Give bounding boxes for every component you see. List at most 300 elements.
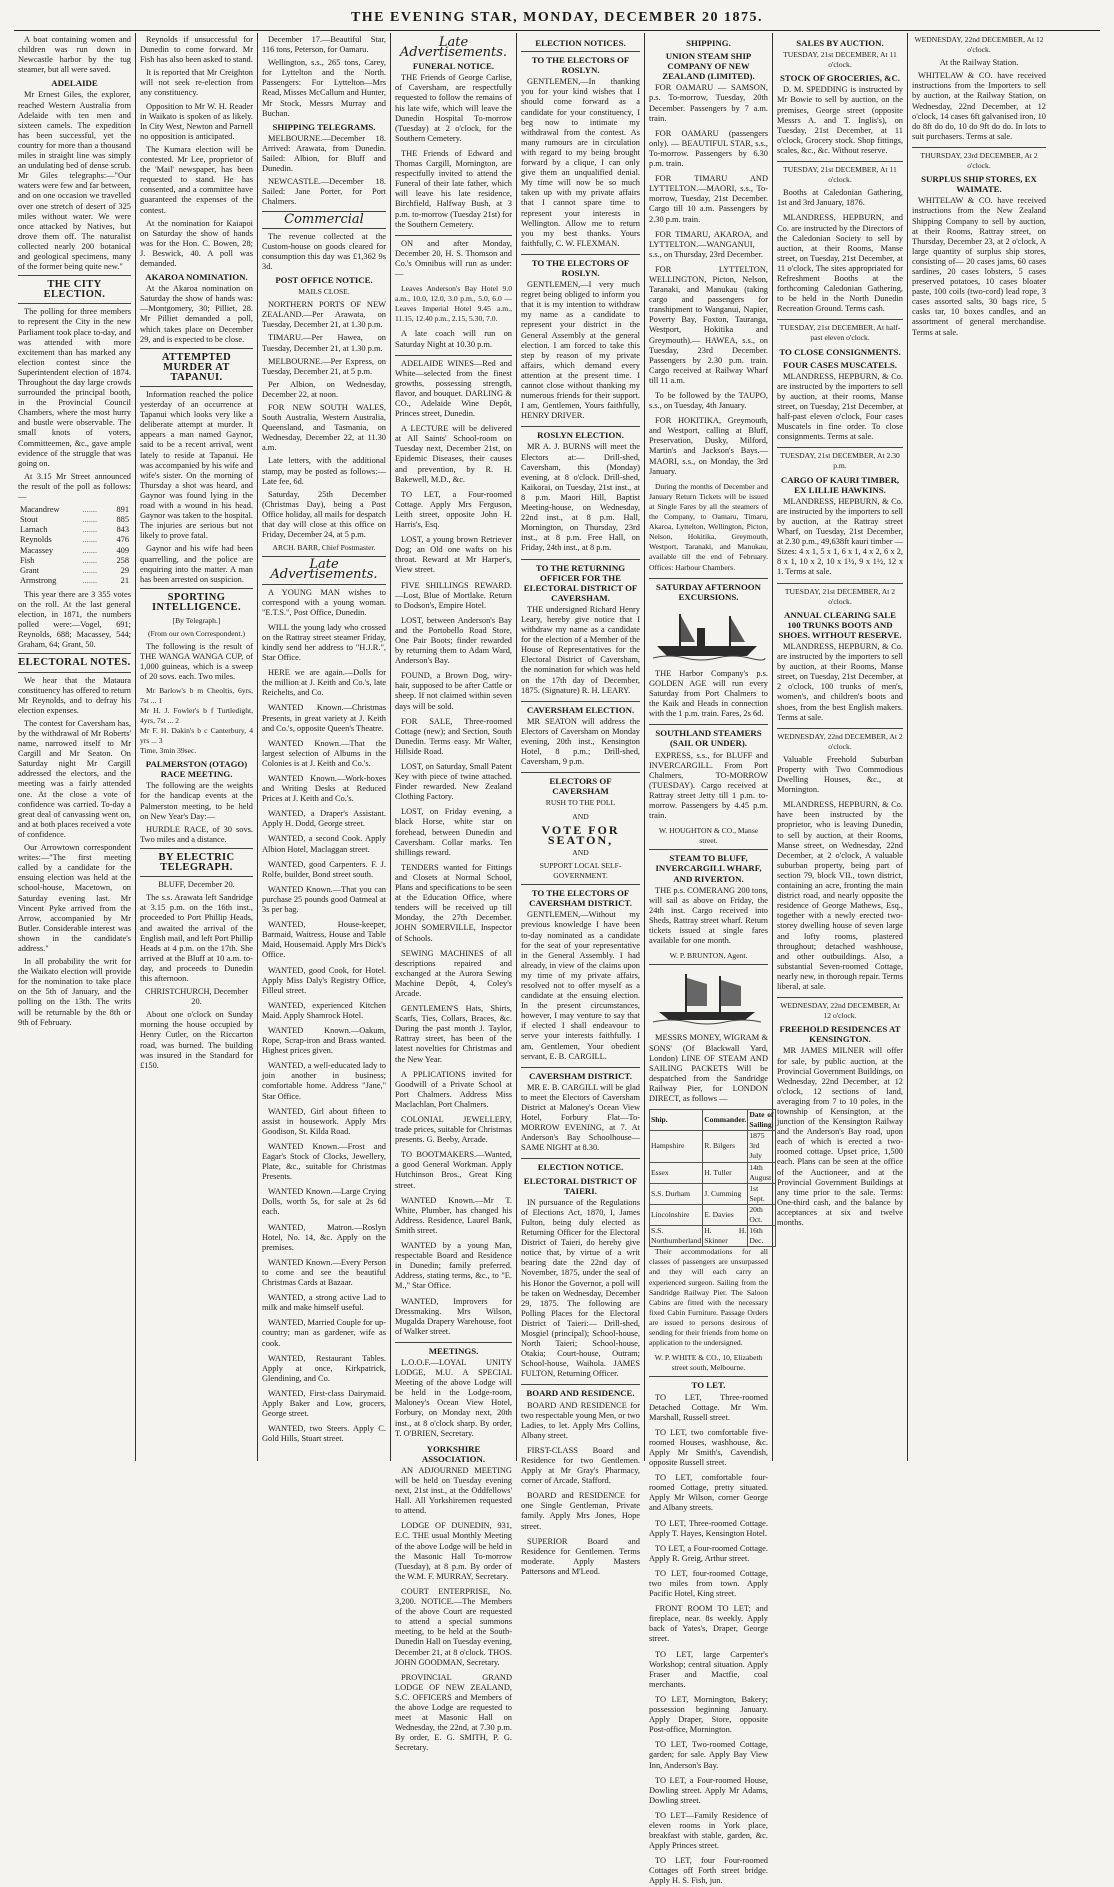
classified-ad: WANTED, First-class Dairymaid. Apply Baker and Low, grocers, George street. xyxy=(262,1388,386,1419)
display-line: AND xyxy=(572,847,589,857)
candidate-votes: 843 xyxy=(116,525,129,535)
news-paragraph: MELBOURNE.—Per Express, on Tuesday, December 21, at 5 p.m. xyxy=(262,356,386,376)
to-let-list xyxy=(649,1393,768,1887)
shipping-notice: THE p.s. COMERANG 200 tons, will sail as above on Friday, the 24th inst. Cargo received into Sheds, Rattray street wharf. Return tickets issued at single fares available for one month. xyxy=(649,885,768,946)
news-paragraph: Saturday, 25th December (Christmas Day), being a Post Office holiday, all mails for despatch that day will close at this office on Friday, December 24, at 5 p.m. xyxy=(262,489,386,540)
subheading: TO THE RETURNING OFFICER FOR THE ELECTORAL DISTRICT OF CAVERSHAM. xyxy=(523,562,638,603)
news-paragraph: FOR NEW SOUTH WALES, South Australia, Western Australia, Queensland, and Tasmania, on Wednesday, December 22, at 11.30 a.m. xyxy=(262,403,386,453)
news-paragraph: TIMARU.—Per Hawea, on Tuesday, December 21, at 1.30 p.m. xyxy=(262,333,386,353)
shipping-notice: FOR LYTTELTON, WELLINGTON, Picton, Nelson, Taranaki, and Manukau (taking cargo and passengers for transhipment to Wanganui, Napier, Poverty Bay, Foxton, Tauranga, Westport, Hokitika and Greymouth).— HAWEA, s.s., on Tuesday, 23rd December. Passengers by 2.30 p.m. train. Cargo received at Railway Wharf till 11 a.m. xyxy=(649,264,768,385)
divider xyxy=(521,559,640,560)
divider xyxy=(521,426,640,427)
sale-title: CARGO OF KAURI TIMBER, EX LILLIE HAWKINS. xyxy=(780,474,900,495)
classified-ad: WANTED Known.—That the largest selection of Albums in the Colonies is at J. Keith and Co.'s. xyxy=(262,738,386,768)
divider xyxy=(649,1376,768,1377)
classified-ad: TENDERS wanted for Fittings and Closets at Normal School, Plans and specifications to be seen at the Education Office, where tenders will be received up till Monday, the 27th December. JOHN SOMERVILLE, Inspector of Schools. xyxy=(395,862,512,943)
ship-name: S.S. Northumberland xyxy=(651,1226,702,1246)
sale-date: TUESDAY, 21st DECEMBER, At 2 o'clock. xyxy=(784,586,896,606)
section-heading: ELECTORAL NOTES. xyxy=(18,657,131,669)
divider xyxy=(912,147,1046,148)
election-notice: IN pursuance of the Regulations of Elections Act, 1870, I, James Fulton, being duly elected as Returning Officer for the Electoral District of Taieri, do hereby give notice that, by virtue of a writ bearing date the 22nd day of November, 1875, under the seal of his Honor the Governor, a poll will be taken on Wednesday, December 29, 1875. The following are Polling Places for the Electoral District of Taieri:— Drill-shed, Mosgiel (principal); School-house, North Taieri; School-house, Otakia; Court-house, Outram; School-house, Waihola. JAMES FULTON, Returning Officer. xyxy=(521,1197,640,1379)
poll-results-table xyxy=(18,505,131,586)
divider xyxy=(521,1384,640,1385)
classified-ad: WANTED Known.—Christmas Presents, in great variety at J. Keith and Co.'s, opposite Queen's Theatre. xyxy=(262,703,386,733)
classified-ad: WANTED, Improvers for Dressmaking. Mrs Wilson, Mugalda Drapery Warehouse, foot of Walker street. xyxy=(395,1296,512,1336)
classified-list xyxy=(262,588,386,1445)
classified-ad: ON and after Monday, December 20, H. S. Thomson and Co.'s Omnibus will run as under:— xyxy=(395,238,512,278)
divider xyxy=(395,1342,512,1343)
sale-date: WEDNESDAY, 22nd DECEMBER, At 12 o'clock. xyxy=(914,35,1044,55)
leader-dots: ....... xyxy=(82,575,98,585)
shipping-notice: During the months of December and January Return Tickets will be issued at Single Fares by all the steamers of the Company, to Oamaru, Timaru, Akaroa, Lyttelton, Wellington, Picton, Nelson, Hokitika, Greymouth, Westport, Taranaki, and Manukau, available till the end of February. Offices: Harbour Chambers. xyxy=(649,481,768,572)
divider xyxy=(521,772,640,773)
section-heading: ATTEMPTED MURDER AT TAPANUI. xyxy=(161,351,232,383)
classified-ad: SUPERIOR Board and Residence for Gentlemen. Terms moderate. Apply Masters Pattersons and M'Leod. xyxy=(521,1536,640,1576)
to-let-ad: TO LET, comfortable four-roomed Cottage, pretty situated. Apply Mr Wilson, corner George and Albany streets. xyxy=(649,1473,768,1513)
sale-title: TO CLOSE CONSIGNMENTS. xyxy=(779,346,901,357)
classified-ad: THE Friends of Edward and Thomas Cargill, Mornington, are respectfully invited to attend the Funeral of their late father, which will leave his late residence, Birchfield, Halfway Bush, at 3 p.m. to-morrow (Tuesday 21st) for the Southern Cemetery. xyxy=(395,148,512,229)
sale-date: WEDNESDAY, 22nd DECEMBER, At 2 o'clock. xyxy=(777,731,903,751)
sailing-date: 1st Sept. xyxy=(748,1183,775,1204)
auction-notice: MLANDRESS, HEPBURN, & Co. are instructed by the importers to sell by auction, at their rooms, Manse street, on Tuesday, 21st December, at half-past eleven o'clock, Four cases Muscatels in fine order. To close consignments. Terms at sale. xyxy=(777,371,903,442)
divider xyxy=(777,319,903,320)
news-paragraph: Reynolds if unsuccessful for Dunedin to come forward. Mr Fish has also been asked to stand. xyxy=(140,35,253,65)
timetable: Leaves Anderson's Bay Hotel 9.0 a.m., 10.0, 12.0, 3.0 p.m., 5.0, 6.0 — Leaves Imperial Hotel 9.45 a.m., 11.15, 12.40 p.m., 2.15, 5.30, 7.0. xyxy=(395,284,512,324)
news-paragraph: At 3.15 Mr Street announced the result of the poll as follows:— xyxy=(18,471,131,502)
divider xyxy=(649,964,768,965)
subheading: SATURDAY AFTERNOON EXCURSIONS. xyxy=(655,581,761,602)
candidate-votes: 21 xyxy=(120,575,129,585)
subheading: MAILS CLOSE. xyxy=(298,287,350,297)
subheading: SOUTHLAND STEAMERS (SAIL OR UNDER). xyxy=(655,728,762,749)
ship-name: Lincolnshire xyxy=(650,1204,703,1225)
display-line: RUSH TO THE POLL xyxy=(545,798,616,808)
divider xyxy=(521,884,640,885)
table-row xyxy=(650,1226,776,1247)
auction-notice: MLANDRESS, HEPBURN, and Co. are instructed by the Directors of the Caledonian Society to sell by auction, at their Rooms, Manse street, on Tuesday, 21st December, at 11 o'clock, The sites appropriated for Refreshment Booths at the forthcoming Caledonian Gathering, to be held in the North Dunedin Recreation Ground. Terms cash. xyxy=(777,213,903,314)
meeting-notice: L.O.O.F.—LOYAL UNITY LODGE, M.U. A SPECIAL Meeting of the above Lodge will be held in the Lodge-room, Maloney's Ocean View Hotel, Forbury, on Monday next, 20th inst., at 8 o'clock sharp. By order, T. O'BRIEN, Secretary. xyxy=(395,1357,512,1438)
subheading: TO THE ELECTORS OF ROSLYN. xyxy=(531,257,630,278)
to-let-ad: FRONT ROOM TO LET; and fireplace, near. 8s weekly. Apply back of Yates's, Draper, George street. xyxy=(649,1604,768,1644)
divider xyxy=(262,584,386,585)
table-row xyxy=(18,525,131,535)
subheading: ELECTORS OF CAVERSHAM xyxy=(549,776,612,797)
divider xyxy=(777,447,903,448)
news-paragraph: Wellington, s.s., 265 tons, Carey, for Lyttelton and the North. Passengers: For Lyttelton—Mrs Read, Misses McCallum and Hunter, Mr Stock, Messrs Murray and Buchan. xyxy=(262,58,386,118)
classified-ad: A YOUNG MAN wishes to correspond with a young woman. "E.T.S.", Post Office, Dunedin. xyxy=(262,587,386,617)
classified-ad: WANTED Known.—Mr T. White, Plumber, has changed his Address. Residence, Laurel Bank, Smith street. xyxy=(395,1195,512,1235)
column-4 xyxy=(391,33,517,1753)
news-paragraph: A boat containing women and children was run down in Newcastle harbor by the tug steamer, but all were saved. xyxy=(18,35,131,75)
sale-title: ANNUAL CLEARING SALE 100 TRUNKS BOOTS AND SHOES. WITHOUT RESERVE. xyxy=(778,609,902,640)
meeting-notice: AN ADJOURNED MEETING will be held on Tuesday evening next, 21st inst., at the Oddfellows' Hall. All Yorkshiremen requested to attend. xyxy=(395,1465,512,1516)
section-heading: SPORTING INTELLIGENCE. xyxy=(152,591,241,613)
news-paragraph: NORTHERN PORTS OF NEW ZEALAND.—Per Arawata, on Tuesday, December 21, at 1.30 p.m. xyxy=(262,300,386,330)
dateline: BLUFF, December 20. xyxy=(158,880,235,890)
news-paragraph: About one o'clock on Sunday morning the house occupied by Henry Cutler, on the Riccarton road, was burned. The building was insured in the Standard for £150. xyxy=(140,1010,253,1070)
byline: (From our own Correspondent.) xyxy=(147,629,246,639)
classified-ad: TO LET, a Four-roomed Cottage. Apply Mrs Ferguson, Leith street, opposite John H. Harris's, Esq. xyxy=(395,489,512,530)
candidate-name: Fish xyxy=(20,555,35,565)
divider xyxy=(140,348,253,349)
classified-ad: WANTED, a well-educated lady to join another in business; comfortable home. Address "Jane," Star Office. xyxy=(262,1061,386,1101)
subheading: ROSLYN ELECTION. xyxy=(537,430,624,441)
auction-notice: D. M. SPEDDING is instructed by Mr Bowie to sell by auction, on the premises, George street (opposite Messrs A. and T. Inglis's), on Tuesday, 21st December, at 11 o'clock, Grocery stock. Shop fittings, scales, &c., &c. Without reserve. xyxy=(777,85,903,155)
classified-ad: WANTED by a young Man, respectable Board and Residence in Dunedin; family preferred. Address, stating terms, &c., to "E. M.," Star Office. xyxy=(395,1241,512,1291)
news-paragraph: Mr Ernest Giles, the explorer, reached Western Australia from Adelaide with ten men and sixteen camels. The expedition has been successful, yet the country for more than a thousand miles in straight line was simply an undulating bed of dense scrub. Mr Giles telegraphs:—"Our waters were few and far between, and on one occasion we travelled over one stretch of desert of 325 miles without water. We were once attacked by Natives, but drove them off. The naturalist collected nearly 200 botanical and geological specimens, many of the former being quite new." xyxy=(18,90,131,272)
shipping-notice: EXPRESS, s.s., for BLUFF and INVERCARGILL. From Port Chalmers, TO-MORROW (TUESDAY). Cargo received at Rattray street Jetty till 1 p.m. to-morrow. Passengers by 4.45 p.m. train. xyxy=(649,750,768,821)
news-paragraph: The revenue collected at the Custom-house on goods cleared for consumption this day was £1,362 9s 3d. xyxy=(262,231,386,271)
to-let-ad: TO LET, a Four-roomed Cottage. Apply R. Greig, Arthur street. xyxy=(649,1543,768,1563)
candidate-name: Larnach xyxy=(20,525,48,535)
election-notice: THE undersigned Richard Henry Leary, hereby give notice that I withdraw my name as a candidate for the election of a Member of the House of Representatives for the Electoral District of Caversham, the nomination for which was held on the 17th day of December, 1875. (Signature) R. H. LEARY. xyxy=(521,604,640,695)
to-let-ad: TO LET, four-roomed Cottage, two miles from town. Apply Pacific Hotel, King street. xyxy=(649,1568,768,1599)
auction-notice: MR JAMES MILNER will offer for sale, by public auction, at the Provincial Government Buildings, on Wednesday, 22nd December, at 12 o'clock, 12 sections of land, averaging from 7 to 10 poles, in the township of Kensington, at the junction of the Kensington Railway and the Anderson's Bay road, upon each of which is erected a two-roomed cottage. Upset price, 1,500 each. Plans can be seen at the office of the Auctioneer, and at the Provincial Government Buildings at any time prior to the sale. Terms: One-third cash, and the balance by acceptances at six and twelve months. xyxy=(777,1046,903,1228)
commander: R. Bilgers xyxy=(703,1131,748,1162)
sale-date: THURSDAY, 23rd DECEMBER, At 2 o'clock. xyxy=(920,150,1038,171)
classified-ad: FIVE SHILLINGS REWARD.—Lost, Blue of Mortlake. Return to Dodson's, Empire Hotel. xyxy=(395,580,512,610)
subheading: UNION STEAM SHIP COMPANY OF NEW ZEALAND (LIMITED). xyxy=(662,51,755,82)
section-heading: SALES BY AUCTION. xyxy=(796,38,884,48)
classified-ad: WANTED, two Steers. Apply C. Gold Hills, Stuart street. xyxy=(262,1424,386,1444)
column-8 xyxy=(908,33,1050,1461)
leader-dots: ....... xyxy=(82,505,98,515)
divider xyxy=(777,728,903,729)
election-notice: GENTLEMEN,—In thanking you for your kind wishes that I should come forward as a candidate for your constituency, I beg now to intimate my withdrawal from the contest. As many rumours are in circulation with regard to my being brought forward by a clique, I can only give them an unqualified denial. My time will now be so much taken up with my private affairs that I cannot spare time to represent your interests in Wellington. Allow me to return you my best thanks. Yours faithfully, C. W. FLEXMAN. xyxy=(521,77,640,248)
section-heading: ADELAIDE xyxy=(51,78,98,89)
divider xyxy=(521,254,640,255)
news-paragraph: We hear that the Mataura constituency has offered to return Mr Reynolds, and to defray his election expenses. xyxy=(18,675,131,715)
news-paragraph: Opposition to Mr W. H. Reader in Waikato is spoken of as likely. In City West, Newton and Parnell no opposition is anticipated. xyxy=(140,101,253,141)
classified-ad: WANTED, a second Cook. Apply Albion Hotel, Maclaggan street. xyxy=(262,834,386,854)
section-heading: MEETINGS. xyxy=(428,1345,479,1356)
divider xyxy=(649,849,768,850)
commander: E. Davies xyxy=(703,1204,748,1225)
news-paragraph: At the Akaroa nomination on Saturday the show of hands was:—Montgomery, 30; Pilliet, 28. Mr Pilliet demanded a poll, which takes place on December 29, and is expected to be close. xyxy=(140,284,253,344)
candidate-name: Armstrong xyxy=(20,575,57,585)
to-let-ad: TO LET, four Four-roomed Cottages off Forth street bridge. Apply H. S. Fish, jun. xyxy=(649,1856,768,1886)
divider xyxy=(140,848,253,849)
election-notice: MR SEATON will address the Electors of Caversham on Monday evening, 20th inst., Kensington Hotel, 8 p.m.; Drill-shed, Caversham, 9 p.m. xyxy=(521,716,640,767)
classified-ad: WANTED, House-keeper, Barmaid, Waitress, House and Table Maid, Housemaid. Apply Mrs Dick's Office. xyxy=(262,920,386,960)
classified-ad: WANTED Known.—Oakum, Rope, Scrap-iron and Brass wanted. Highest prices given. xyxy=(262,1025,386,1056)
classified-ad: FIRST-CLASS Board and Residence for two Gentlemen. Apply at Mr Gray's Pharmacy, corner of Arcade, Stafford. xyxy=(521,1445,640,1486)
shipping-notice: FOR TIMARU, AKAROA, and LYTTELTON.—WANGANUI, s.s., on Thursday, 23rd December. xyxy=(649,229,768,259)
divider xyxy=(262,228,386,229)
news-paragraph: The s.s. Arawata left Sandridge at 3.15 p.m. on the 16th inst., proceeded to Port Phillip Heads, and awaited the arrival of the English mail, and left Port Phillip Heads at 4 p.m. on the 17th. She arrived at the Bluff at 10 a.m. to-day, and proceeds to Dunedin this afternoon. xyxy=(140,893,253,983)
divider xyxy=(521,701,640,702)
meeting-notice: LODGE OF DUNEDIN, 931, E.C. THE usual Monthly Meeting of the above Lodge will be held in the Masonic Hall To-morrow (Tuesday), at 8 p.m. By order of the W.M. F. MURRAY, Secretary. xyxy=(395,1521,512,1581)
columns xyxy=(14,33,1100,1886)
divider xyxy=(18,672,131,673)
divider xyxy=(649,578,768,579)
shipping-notice: FOR OAMARU — SAMSON, p.s. To-morrow, Tuesday, 20th December. Passengers by 7 a.m. train. xyxy=(649,83,768,123)
classified-ad: BOARD AND RESIDENCE for two respectable young Men, or two Ladies, to let. Apply Mrs Collins, Albany street. xyxy=(521,1400,640,1440)
shipping-notice: FOR TIMARU AND LYTTELTON.—MAORI, s.s., To-morrow, Tuesday, 21st December. Cargo till 10 a.m. Passengers by 2.30 p.m. train. xyxy=(649,174,768,224)
subheading: TO THE ELECTORS OF CAVERSHAM DISTRICT. xyxy=(529,888,632,909)
news-paragraph: At the nomination for Kaiapoi on Saturday the show of hands was for the Hon. C. Bowen, 28; J. Beswick, 40. A poll was demanded. xyxy=(140,218,253,268)
section-heading: PALMERSTON (OTAGO) RACE MEETING. xyxy=(145,759,248,780)
news-paragraph: This year there are 3 355 votes on the roll. At the last general election, in 1871, the numbers polled were:—Vogel, 691; Reynolds, 688; Macassey, 544; Graham, 64; Grant, 50. xyxy=(18,589,131,650)
shipping-notice: MESSRS MONEY, WIGRAM & SONS' (Of Blackwall Yard, London) LINE OF STEAM AND SAILING PACKETS Will be despatched from the Sandridge Railway Pier, for LONDON DIRECT, as follows — xyxy=(649,1033,768,1103)
news-paragraph: The Kumara election will be contested. Mr Lee, proprietor of the 'Mail' newspaper, has been requested to stand. He has consented, and a committee have guaranteed the expenses of the contest. xyxy=(140,144,253,215)
steamer-illustration-icon xyxy=(649,606,767,662)
news-paragraph: Per Albion, on Wednesday, December 22, at noon. xyxy=(262,379,386,399)
masthead: THE EVENING STAR, MONDAY, DECEMBER 20 1875. xyxy=(14,6,1100,31)
ship-name: Hampshire xyxy=(650,1131,703,1162)
classified-ad: LOST, on Friday evening, a black Horse, white star on forehead, between Dunedin and Caversham. Collar marks. Ten shillings reward. xyxy=(395,807,512,857)
section-heading: THE CITY ELECTION. xyxy=(43,279,106,301)
column-header: Ship. xyxy=(650,1110,703,1131)
candidate-votes: 409 xyxy=(116,545,129,555)
classified-ad: WANTED Known.—Every Person to come and see the beautiful Christmas Cards at Bazaar. xyxy=(262,1257,386,1288)
classified-ad: WILL the young lady who crossed on the Rattray street steamer Friday, kindly send her address to "H.J.R.", Star Office. xyxy=(262,622,386,663)
candidate-votes: 891 xyxy=(116,505,129,515)
divider xyxy=(395,355,512,356)
sale-date: TUESDAY, 21st DECEMBER, At 11 o'clock. xyxy=(783,50,897,70)
to-let-ad: TO LET, two comfortable five-roomed Houses, washhouse, &c. Apply Mr Smith's, Cavendish, opposite Russell street. xyxy=(649,1427,768,1468)
auction-notice: WHITELAW & CO. have received instructions from the New Zealand Shipping Company to sell by auction, at their Rooms, Rattray street, on Thursday, December 23, at 2 o'clock, A large quantity of surplus ship stores, consisting of— 20 cases jams, 60 cases sardines, 20 cases lobsters, 5 cases preserved potatoes, 10 cases bloater paste, 100 coils (two-cord) lead rope, 3 cases assorted salts, 30 bags rice, 5 casks tar, 10 boxes candles, and an assortment of general merchandise. Terms at sale. xyxy=(912,196,1046,337)
auction-notice: MLANDRESS, HEPBURN, & Co. are instructed by the importers to sell by auction, at the Rattray street Wharf, on Tuesday, 21st December, at 2.30 p.m., 49,638ft kauri timber — Sizes: 4 x 1, 5 x 1, 6 x 1, 4 x 2, 6 x 2, 8 x 1, 10 x 2, 10 x 1½, 9 x 1½, 12 x 1. Terms at sale. xyxy=(777,496,903,577)
classified-ad: LOST, between Anderson's Bay and the Portobello Road Store, One Pair Boots; finder rewarded by returning them to Adam Ward, Anderson's Bay. xyxy=(395,615,512,666)
auction-notice: MLANDRESS, HEPBURN, & Co. are instructed by the importers to sell by auction, at their Rooms, Manse street, on Tuesday, 21st December, at 2 o'clock, 100 trunks of men's, women's, and children's boots and shoes, from the best English makers. Terms at sale. xyxy=(777,641,903,722)
sale-title: STOCK OF GROCERIES, &C. xyxy=(780,73,900,84)
section-heading: BY ELECTRIC TELEGRAPH. xyxy=(158,851,235,874)
meeting-notice: PROVINCIAL GRAND LODGE OF NEW ZEALAND, S.C. OFFICERS and Members of the above Lodge are requested to meet at Masonic Hall on Wednesday, the 22nd, at 7.30 p.m. By order, E. G. SMITH, P. G. Secretary. xyxy=(395,1672,512,1753)
classified-ad: WANTED, a Draper's Assistant. Apply H. Dodd, George street. xyxy=(262,809,386,829)
subheading: ELECTION NOTICE. xyxy=(537,1162,624,1173)
candidate-votes: 29 xyxy=(120,565,129,575)
leader-dots: ....... xyxy=(82,515,98,525)
leader-dots: ....... xyxy=(82,535,98,545)
candidate-name: Stout xyxy=(20,515,38,525)
classified-ad: A PPLICATIONS invited for Goodwill of a Private School at Port Chalmers. Address Miss Maclachlan, Port Chalmers. xyxy=(395,1069,512,1109)
divider xyxy=(18,275,131,276)
classified-ad: A late coach will run on Saturday Night at 10.30 p.m. xyxy=(395,329,512,349)
candidate-votes: 476 xyxy=(116,535,129,545)
ship-name: Essex xyxy=(650,1162,703,1183)
display-line: AND xyxy=(572,811,589,821)
shipping-notice: Their accommodations for all classes of passengers are unsurpassed and they will each carry an experienced surgeon. Sailing from the Sandridge Railway Pier. The Saloon Cabins are fitted with the necessary fixed Cabin Furniture. Passage Orders are issued to persons desirous of sending for their friends from home on application to the undersigned. xyxy=(649,1247,768,1348)
classified-ad: WANTED Known.—Frost and Eagar's Stock of Clocks, Jewellery, Plate, &c., suitable for Christmas Presents. xyxy=(262,1141,386,1182)
byline: [By Telegraph.] xyxy=(172,615,221,625)
classified-ad: LOST, on Saturday, Small Patent Key with piece of twine attached. Finder rewarded. New Zealand Clothing Factory. xyxy=(395,762,512,802)
table-row xyxy=(650,1131,776,1162)
commander: H. H. Skinner xyxy=(704,1226,747,1246)
election-notice: GENTLEMEN,—Without my previous knowledge I have been to-day nominated as a candidate for the seat of your representative in the General Assembly. I had already, in view of the claims upon my time of my private affairs, resolved not to offer myself as a candidate at the ensuing election. In the present circumstances, however, I may venture to say that if elected I shall endeavour to serve your interests faithfully. I am, Gentlemen, Your obedient servant, E. B. CARGILL. xyxy=(521,910,640,1061)
signature: W. P. BRUNTON, Agent. xyxy=(669,951,748,961)
sailing-date: 1875 3rd July xyxy=(748,1131,775,1162)
divider xyxy=(777,997,903,998)
subheading: STEAM TO BLUFF, INVERCARGILL WHARF, AND RIVERTON. xyxy=(655,853,762,884)
signature: W. P. WHITE & CO., 10, Elizabeth street south, Melbourne. xyxy=(654,1353,763,1373)
subheading: CAVERSHAM ELECTION. xyxy=(526,704,635,715)
news-paragraph: The following is the result of THE WANGA WANGA CUP, of 1,000 guineas, which is a sweep of 20 sovs. each. Two miles. xyxy=(140,642,253,682)
classified-ad: LOST, a young brown Retriever Dog; an Old one wafts on his throat. Reward at Mr Harper's, View street. xyxy=(395,535,512,575)
table-row xyxy=(18,546,131,556)
table-row xyxy=(650,1183,776,1204)
classified-ad: BOARD and RESIDENCE for one Single Gentleman, Private family. Apply Mrs Jones, Hope street. xyxy=(521,1491,640,1531)
shipping-notice: FOR HOKITIKA, Greymouth, and Westport, calling at Bluff, Preservation, Dusky, Milford, Martin's and Jackson's Bays.— MAORI, s.s., on Monday, the 3rd January. xyxy=(649,416,768,476)
divider xyxy=(521,51,640,52)
classified-ad: FOUND, a Brown Dog, wiry-hair, supposed to be after Cattle or sheep. If not claimed within seven days will be sold. xyxy=(395,671,512,711)
leader-dots: ....... xyxy=(82,525,98,535)
classified-ad: WANTED Known.—Large Crying Dolls, worth 5s, for sale at 2s 6d each. xyxy=(262,1187,386,1217)
display-line: SUPPORT LOCAL SELF-GOVERNMENT. xyxy=(539,860,622,881)
classified-ad: WANTED, experienced Kitchen Maid. Apply Shamrock Hotel. xyxy=(262,1000,386,1020)
section-heading: SHIPPING. xyxy=(686,38,731,48)
news-paragraph: It is reported that Mr Creighton will not seek re-election from any constituency. xyxy=(140,68,253,98)
divider xyxy=(521,1067,640,1068)
news-paragraph: December 17.—Beautiful Star, 116 tons, Peterson, for Oamaru. xyxy=(262,35,386,55)
divider xyxy=(777,161,903,162)
sailing-date: 14th August xyxy=(748,1162,775,1183)
sailing-date: 16th Dec. xyxy=(748,1226,775,1247)
divider xyxy=(140,386,253,387)
news-paragraph: Gaynor and his wife had been quarrelling, and the police are enquiring into the matter. A man has been arrested on suspicion. xyxy=(140,544,253,584)
to-let-ad: TO LET, Two-roomed Cottage, garden; for sale. Apply Bay View Inn, Anderson's Bay. xyxy=(649,1740,768,1770)
sale-date: TUESDAY, 21st DECEMBER, At 2.30 p.m. xyxy=(780,451,900,471)
news-paragraph: The polling for three members to represent the City in the new Parliament took place to-day, and was attended with more excitement than has marked any election contest since the Superintendent election of 1874. Throughout the day large crowds surrounded the principal booth, in the Provincial Council Chambers, where the most hurry and bustle were observable. The small knots of voters, Committeemen, &c., gave ample evidence of the struggle that was going on. xyxy=(18,307,131,468)
section-heading: TO LET. xyxy=(691,1380,726,1391)
section-heading: Late Advertisements. xyxy=(399,35,508,61)
column-7 xyxy=(773,33,908,1461)
candidate-name: Reynolds xyxy=(20,535,52,545)
signature: ARCH. BARR, Chief Postmaster. xyxy=(272,543,376,553)
classified-ad: WANTED, good Cook, for Hotel. Apply Miss Daly's Registry Office, Filleul street. xyxy=(262,965,386,995)
table-row xyxy=(18,576,131,586)
table-row xyxy=(18,505,131,515)
section-heading: SHIPPING TELEGRAMS. xyxy=(272,121,376,132)
news-paragraph: Information reached the police yesterday of an occurrence at Tapanui which looks very like a deliberate attempt at murder. It appears a man named Gaynor, said to be a recent arrival, went lately to reside at Tapanui. He was accompanied by his wife and wife's sister. On the morning of Thursday a shot was heard, and Gaynor was found lying in the road with a wound in his head. Gaynor was taken to the hospital. The injuries are serious but not likely to prove fatal. xyxy=(140,390,253,541)
divider xyxy=(18,303,131,304)
column-2 xyxy=(136,33,258,1461)
to-let-ad: TO LET, Three-roomed Cottage. Apply T. Hayes, Kensington Hotel. xyxy=(649,1518,768,1538)
divider xyxy=(140,876,253,877)
sale-date: TUESDAY, 21st DECEMBER, At half-past eleven o'clock. xyxy=(779,323,901,343)
classified-ad: WANTED, Married Couple for up-country; man as gardener, wife as cook. xyxy=(262,1318,386,1348)
election-notice: MR A. J. BURNS will meet the Electors at:— Drill-shed, Caversham, this (Monday) evening, at 8 o'clock. Drill-shed, Kaikorai, on Tuesday, 21st inst., at 8 p.m. Maori Hill, Baptist Meeting-house, on Wednesday, 22nd inst., at 8 p.m. Hall, Mornington, on Thursday, 23rd inst., at 8 p.m. Free Hall, on Friday, 24th inst., at 8 p.m. xyxy=(521,442,640,553)
column-header: Commander. xyxy=(703,1110,748,1131)
news-paragraph: HURDLE RACE, of 30 sovs. Two miles and a distance. xyxy=(140,824,253,844)
table-row xyxy=(18,535,131,545)
divider xyxy=(649,724,768,725)
news-paragraph: In all probability the writ for the Waikato election will provide for the nomination to take place on the 5th of January, and the polling on the 13th. The writs will be returnable by the 8th or 9th of February. xyxy=(18,957,131,1027)
classified-ad: GENTLEMEN'S Hats, Shirts, Scarfs, Ties, Collars, Braces, &c. During the past month J. Taylor, Rattray street, has been of the latest novelties for Christmas and the New Year. xyxy=(395,1004,512,1064)
divider xyxy=(395,235,512,236)
sailing-ship-illustration-icon xyxy=(649,970,767,1026)
sale-title: FOUR CASES MUSCATELS. xyxy=(783,359,897,370)
election-notice: GENTLEMEN,—I very much regret being obliged to inform you that it is my intention to withdraw my name as a candidate to represent your district in the General Assembly at the general election. I am forced to take this step by reason of my private affairs, which demand every attention at the present time. I cannot close without thanking my numerous friends for their support. I am, Gentlemen, Yours faithfully, HENRY DRIVER. xyxy=(521,280,640,421)
commander: H. Tuller xyxy=(703,1162,748,1183)
sale-title: SURPLUS SHIP STORES, EX WAIMATE. xyxy=(921,174,1037,195)
subheading: TO THE ELECTORS OF ROSLYN. xyxy=(531,55,630,76)
section-heading: POST OFFICE NOTICE. xyxy=(275,274,373,285)
sale-date: TUESDAY, 21st DECEMBER, At 11 o'clock. xyxy=(783,165,897,185)
column-5 xyxy=(517,33,645,1576)
dateline: CHRISTCHURCH, December 20. xyxy=(144,987,249,1007)
shipping-notice: THE Harbor Company's p.s. GOLDEN AGE will run every Saturday from Port Chalmers to the Kaik and Heads in connection with the 1 p.m. train. Fares, 2s 6d. xyxy=(649,668,768,719)
auction-notice: MLANDRESS, HEPBURN, & Co. have been instructed by the proprietor, who is leaving Dunedin, to sell by auction, at their Rooms, Manse street, on Wednesday, 22nd December, at 2 o'clock, A valuable suburban property, being part of section 79, block VII., town district, containing an acre, fronting the main district road, and nearly opposite the residence of George Mathews, Esq., together with a newly erected two-storey dwelling house of seven large and lofty rooms, plastered throughout; detached washhouse, and other outbuildings. Also, a substantial Seven-roomed Cottage, nearly new, in thorough repair. Terms liberal, at sale. xyxy=(777,800,903,991)
section-heading: Commercial xyxy=(284,211,364,227)
sailing-date: 20th Oct. xyxy=(748,1204,775,1225)
divider xyxy=(140,588,253,589)
news-paragraph: Late letters, with the additional stamp, may be posted as follows:—Late fee, 6d. xyxy=(262,456,386,486)
to-let-ad: TO LET, Mornington, Bakery; possession beginning January. Apply Draper, Store, opposite Post-office, Mornington. xyxy=(649,1694,768,1735)
to-let-ad: TO LET—Family Residence of eleven rooms in York place, breakfast with stable, garden, &c. Apply Princes street. xyxy=(649,1810,768,1851)
classified-ad: HERE we are again.—Dolls for the million at J. Keith and Co.'s, late Reichelts, and Co. xyxy=(262,668,386,698)
classified-ad: WANTED Known.—That you can purchase 25 pounds good Oatmeal at 3s per bag. xyxy=(262,884,386,915)
table-row xyxy=(18,515,131,525)
sale-date: WEDNESDAY, 22nd DECEMBER, At 12 o'clock. xyxy=(780,1001,900,1021)
sailing-table xyxy=(649,1109,776,1247)
shipping-notice: To be followed by the TAUPO, s.s., on Tuesday, 4th January. xyxy=(649,391,768,411)
classified-ad: ADELAIDE WINES—Red and White—selected from the finest growths, possessing strength, flavor, and bouquet. DARLING & CO., Adelaide Wine Depôt, Princes street, Dunedin. xyxy=(395,358,512,419)
candidate-name: Macandrew xyxy=(20,505,60,515)
classified-ad: WANTED, Restaurant Tables. Apply at once, Kirkpatrick, Glendining, and Co. xyxy=(262,1353,386,1383)
column-header: Date of Sailing. xyxy=(749,1110,774,1130)
divider xyxy=(18,653,131,654)
section-heading: YORKSHIRE ASSOCIATION. xyxy=(421,1443,486,1464)
auction-notice: Booths at Caledonian Gathering, 1st and 3rd January, 1876. xyxy=(777,188,903,208)
news-paragraph: MELBOURNE.—December 18. Arrived: Arawata, from Dunedin. Sailed: Albion, for Bluff and Dunedin. xyxy=(262,133,386,174)
subheading: ELECTORAL DISTRICT OF TAIERI. xyxy=(523,1175,638,1196)
classified-ad: SEWING MACHINES of all descriptions repaired and exchanged at the Aurora Sewing Machine Depôt, 4, Coley's Arcade. xyxy=(395,948,512,998)
to-let-ad: TO LET, large Carpenter's Workshop; central situation. Apply Fraser and Mactfie, coal merchants. xyxy=(649,1649,768,1689)
classified-ad: WANTED, Matron.—Roslyn Hotel, No. 14, &c. Apply on the premises. xyxy=(262,1222,386,1252)
section-heading: BOARD AND RESIDENCE. xyxy=(526,1388,635,1399)
commander: J. Cumming xyxy=(703,1183,748,1204)
column-1 xyxy=(14,33,136,1461)
ship-name: S.S. Durham xyxy=(650,1183,703,1204)
divider xyxy=(777,583,903,584)
table-row xyxy=(18,556,131,566)
section-heading: ELECTION NOTICES. xyxy=(535,38,626,48)
news-paragraph: Our Arrowtown correspondent writes:—"The first meeting called by a candidate for the ensuing election was held at the school-house, Macetown, on Saturday evening last. Mr Vincent Pyke arrived from the Arrow, accompanied by Mr Butler. Considerable interest was shown in the candidate's address." xyxy=(18,843,131,953)
column-3 xyxy=(258,33,391,1461)
auction-notice: WHITELAW & CO. have received instructions from the Importers to sell by auction, at the Railway Station, on Wednesday, 22nd December, at 12 o'clock, 14 cases 6ft galvanised iron, 10 do 8ft do do, 10 do 9ft do do. In lots to suit purchasers. Terms at sale. xyxy=(912,71,1046,141)
news-paragraph: The following are the weights for the handicap events at the Palmerston meeting, to be held on New Year's Day:— xyxy=(140,781,253,821)
table-row xyxy=(18,566,131,576)
meeting-notice: COURT ENTERPRISE, No. 3,200. NOTICE.—The Members of the above Court are requested to attend a special summons meeting, to be held at the South-Dunedin Hall on Tuesday evening, December 21, at 8 o'clock. THOS. JOHN GOODMAN, Secretary. xyxy=(395,1586,512,1667)
shipping-notice: FOR OAMARU (passengers only). — BEAUTIFUL STAR, s.s., To-morrow. Passengers by 6.30 p.m. train. xyxy=(649,128,768,169)
classified-ad: WANTED, Girl about fifteen to assist in housework. Apply Mrs Goodison, St. Kilda Road. xyxy=(262,1106,386,1136)
candidate-votes: 258 xyxy=(116,555,129,565)
sale-location: At the Railway Station. xyxy=(939,58,1019,68)
section-heading: AKAROA NOMINATION. xyxy=(145,272,248,283)
classified-ad: FOR SALE, Three-roomed Cottage (new); and Section, South Dunedin. Terms easy. Mr Walter, Hillside Road. xyxy=(395,716,512,756)
classified-ad: COLONIAL JEWELLERY, trade prices, suitable for Christmas presents. G. Beeby, Arcade. xyxy=(395,1115,512,1145)
classified-ad: A LECTURE will be delivered at All Saints' School-room on Tuesday next, December 21st, on Epidemic Diseases, their causes and prevention, by R. H. Bakewell, M.D., &c. xyxy=(395,424,512,484)
signature: W. HOUGHTON & CO., Manse street. xyxy=(658,826,759,846)
classified-ad: THE Friends of George Carlise, of Caversham, are respectfully requested to follow the remains of his late wife, which will leave the Dunedin Hospital To-morrow (Tuesday) at 2 o'clock, for the Southern Cemetery. xyxy=(395,73,512,143)
auction-notice: Valuable Freehold Suburban Property with Two Commodious Dwelling Houses, &c., at Mornington. xyxy=(777,754,903,795)
section-heading: FUNERAL NOTICE. xyxy=(412,61,495,72)
column-6 xyxy=(645,33,774,1886)
news-paragraph: The contest for Caversham has, by the withdrawal of Mr Roberts' name, narrowed itself to Mr Cargill and Mr Seaton. On Saturday night Mr Cargill addressed the electors, and the meeting was a fairly attended one. At the close a vote of confidence was carried. To-day a great deal of canvassing went on, and at both places received a vote of confidence. xyxy=(18,718,132,839)
section-heading: Late Advertisements. xyxy=(270,557,378,583)
table-row xyxy=(650,1204,776,1225)
classified-ad: TO BOOTMAKERS.—Wanted, a good General Workman. Apply Hutchinson Bros., Great King street. xyxy=(395,1150,512,1190)
display-line: VOTE FOR SEATON, xyxy=(541,822,620,847)
news-paragraph: NEWCASTLE.—December 18. Sailed: Jane Porter, for Port Chalmers. xyxy=(262,177,386,207)
candidate-name: Grant xyxy=(20,565,40,575)
race-result: Mr Barlow's b m Cheoltis, 6yrs, 7st ... 1 Mr H. J. Fowler's b f Turtledight, 4yrs, 7st ... 2 Mr F. H. Dakin's b c Canterbury, 4 yrs ... 3 Time, 3min 39sec. xyxy=(140,685,253,756)
election-notice: MR E. B. CARGILL will be glad to meet the Electors of Caversham District at Maloney's Ocean View Hotel, Forbury Flat—To-MORROW EVENING, at 7. At Anderson's Bay Schoolhouse—SAME NIGHT at 8.30. xyxy=(521,1082,640,1153)
divider xyxy=(521,1158,640,1159)
table-row xyxy=(650,1162,776,1183)
classified-ad: WANTED Known.—Work-boxes and Writing Desks at Reduced Prices at J. Keith and Co.'s. xyxy=(262,774,386,804)
